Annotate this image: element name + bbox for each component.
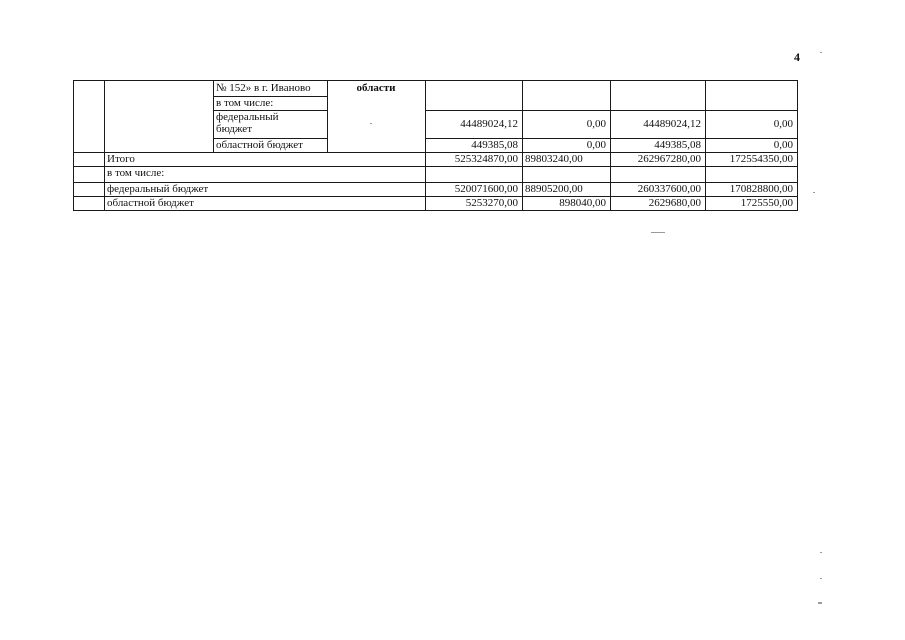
total-value-4: 172554350,00 bbox=[705, 152, 798, 167]
total-value-3: 262967280,00 bbox=[610, 152, 706, 167]
col1-blank bbox=[425, 80, 523, 111]
scan-speck bbox=[370, 123, 372, 124]
federal-label-text: федеральный бюджет bbox=[216, 111, 279, 135]
total-value-2: 89803240,00 bbox=[522, 152, 611, 167]
scan-speck bbox=[820, 52, 822, 53]
totals-regional-value-2: 898040,00 bbox=[522, 196, 611, 211]
scan-speck bbox=[813, 192, 815, 193]
regional-value-3: 449385,08 bbox=[610, 138, 706, 153]
totals-federal-value-4: 170828800,00 bbox=[705, 182, 798, 197]
regional-value-1: 449385,08 bbox=[425, 138, 523, 153]
totals-row-number-4 bbox=[73, 196, 105, 211]
col2-blank bbox=[522, 80, 611, 111]
federal-value-2: 0,00 bbox=[522, 110, 611, 139]
blank-cell bbox=[104, 80, 214, 153]
regional-label-text: областной бюджет bbox=[216, 139, 303, 151]
federal-label-cell bbox=[213, 110, 328, 139]
totals-regional-value-4: 1725550,00 bbox=[705, 196, 798, 211]
totals-in-total-cell bbox=[104, 166, 426, 183]
total-value-1: 525324870,00 bbox=[425, 152, 523, 167]
federal-value-1: 44489024,12 bbox=[425, 110, 523, 139]
totals-in-total-label: в том числе: bbox=[107, 167, 165, 179]
regional-value-4: 0,00 bbox=[705, 138, 798, 153]
regional-label-cell bbox=[213, 138, 328, 153]
totals-regional-value-3: 2629680,00 bbox=[610, 196, 706, 211]
in-total-text: в том числе: bbox=[216, 97, 274, 109]
object-name-text: № 152» в г. Иваново bbox=[216, 82, 311, 94]
page-number: 4 bbox=[794, 50, 800, 64]
owner-text: области bbox=[356, 82, 396, 94]
owner-cell bbox=[327, 80, 426, 153]
totals-federal-label-cell bbox=[104, 182, 426, 197]
row-number-cell bbox=[73, 80, 105, 153]
federal-value-3: 44489024,12 bbox=[610, 110, 706, 139]
federal-value-4: 0,00 bbox=[705, 110, 798, 139]
totals-in-total-blank-1 bbox=[425, 166, 523, 183]
totals-regional-value-1: 5253270,00 bbox=[425, 196, 523, 211]
total-label-cell bbox=[104, 152, 426, 167]
totals-row-number-3 bbox=[73, 182, 105, 197]
col3-blank bbox=[610, 80, 706, 111]
scan-speck bbox=[818, 602, 822, 604]
totals-row-number-2 bbox=[73, 166, 105, 183]
totals-row-number-1 bbox=[73, 152, 105, 167]
scan-speck bbox=[820, 552, 822, 553]
total-label: Итого bbox=[107, 153, 135, 165]
scan-speck bbox=[820, 578, 822, 579]
regional-value-2: 0,00 bbox=[522, 138, 611, 153]
in-total-cell bbox=[213, 96, 328, 111]
col4-blank bbox=[705, 80, 798, 111]
totals-regional-label-cell bbox=[104, 196, 426, 211]
totals-federal-value-2: 88905200,00 bbox=[522, 182, 611, 197]
scan-speck bbox=[651, 232, 665, 233]
totals-in-total-blank-4 bbox=[705, 166, 798, 183]
totals-in-total-blank-3 bbox=[610, 166, 706, 183]
totals-federal-value-3: 260337600,00 bbox=[610, 182, 706, 197]
totals-federal-value-1: 520071600,00 bbox=[425, 182, 523, 197]
totals-federal-label: федеральный бюджет bbox=[107, 183, 209, 195]
object-name-cell bbox=[213, 80, 328, 97]
totals-regional-label: областной бюджет bbox=[107, 197, 194, 209]
totals-in-total-blank-2 bbox=[522, 166, 611, 183]
